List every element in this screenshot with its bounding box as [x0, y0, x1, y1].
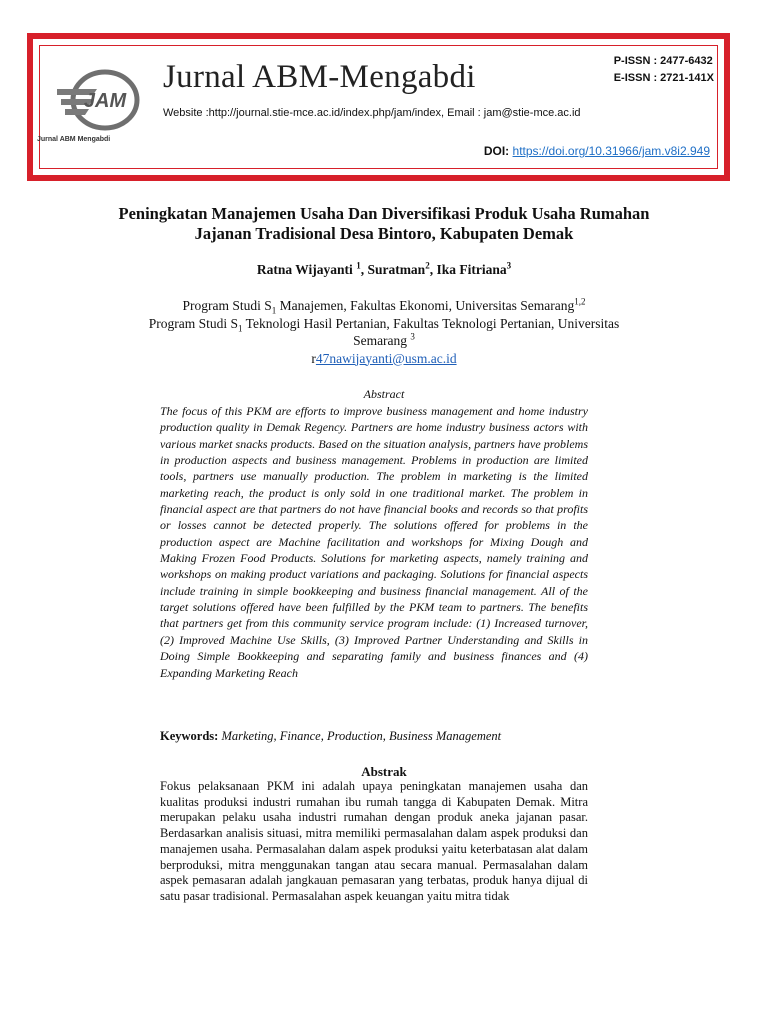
article-title — [60, 204, 708, 244]
author-1: Ratna Wijayanti — [256, 262, 353, 277]
title-line-2: Jajanan Tradisional Desa Bintoro, Kabupaten Demak — [194, 224, 574, 243]
keywords-text: Marketing, Finance, Production, Business Management — [221, 729, 502, 743]
abstract-id-heading: Abstrak — [361, 764, 407, 779]
issn-block — [614, 53, 714, 87]
journal-website-line: Website :http://journal.stie-mce.ac.id/index.php/jam/index, Email : jam@stie-mce.ac.id — [163, 107, 581, 119]
affiliation-2: Program Studi $S_1$ Teknologi Hasil Pertanian, Fakultas Teknologi Pertanian, Universitas — [148, 315, 620, 334]
affiliation-1: Program Studi $S_1$ Manajemen, Fakultas Ekonomi, Universitas Semarang$^{1,2}$ — [182, 296, 586, 316]
doi-line — [484, 144, 710, 158]
jam-logo-icon — [55, 67, 143, 137]
journal-title: Jurnal ABM-Mengabdi — [163, 59, 476, 95]
logo-text: JAM — [83, 90, 127, 112]
author-3-sup: 3 — [506, 260, 512, 271]
affiliation-2-cont: Semarang $^3$ — [353, 331, 415, 348]
author-3: Ika Fitriana — [436, 262, 507, 277]
author-1-sup: 1 — [356, 260, 361, 271]
doi-label: DOI: — [483, 144, 510, 158]
keywords-label: Keywords: — [160, 729, 219, 743]
abstract-id-body: Fokus pelaksanaan PKM ini adalah upaya peningkatan manajemen usaha dan kualitas produksi industri rumahan ibu rumah tangga di Kabupaten Demak. Mitra merupakan pelaku usaha industri rumahan dengan produk aneka jajanan pasar. Berdasarkan analisis situasi, mitra memiliki permasalahan dalam aspek produksi dan manajemen usaha. Permasalahan dalam aspek produksi yaitu keterbatasan alat dalam berproduksi, mitra menggunakan tangan atau secara manual. Permasalahan dalam aspek pemasaran adalah jangkauan pemasaran yang terbatas, produk hanya dijual di satu pasar tradisional. Permasalahan aspek keuangan yaitu mitra tidak — [160, 779, 588, 903]
p-issn: P-ISSN : 2477-6432 — [613, 55, 713, 67]
logo-caption: Jurnal ABM Mengabdi — [37, 136, 111, 143]
affiliations — [60, 297, 708, 367]
author-list: Ratna Wijayanti $^1$, Suratman$^2$, Ika Fitriana$^3$ — [256, 260, 512, 277]
author-2: Suratman — [367, 262, 426, 277]
journal-header-banner — [27, 33, 730, 181]
title-line-1: Peningkatan Manajemen Usaha Dan Diversifikasi Produk Usaha Rumahan — [118, 204, 650, 223]
abstract-en-heading: Abstract — [363, 387, 405, 401]
corresponding-email: r47nawijayanti@usm.ac.id — [311, 350, 457, 366]
keywords-line — [160, 729, 620, 744]
email-link[interactable]: 47nawijayanti@usm.ac.id — [315, 350, 457, 366]
doi-link[interactable]: https://doi.org/10.31966/jam.v8i2.949 — [512, 144, 710, 158]
abstract-en-body: The focus of this PKM are efforts to improve business management and home industry production quality in Demak Regency. Partners are home industry business actors with various market snacks products. Based on the situation analysis, partners have problems in production aspects and business management. Problems in production are limited tools, partners use manually production. The problem in marketing is the limited marketing reach, the product is only sold in one traditional market. The problem in financial aspect are that partners do not have financial books and records so that profits or losses cannot be detected properly. The solutions offered for problems in the production aspect are Machine facilitation and workshops for Mixing Dough and Making Frozen Food Products. Solutions for marketing aspects, namely training and workshops on making product variations and packaging. Solutions for financial aspects include training in simple bookkeeping and business financial management. All of the target solutions offered have been fulfilled by the PKM team to partners. The benefits that partners get from this community service program include: (1) Increased turnover, (2) Improved Machine Use Skills, (3) Improved Partner Understanding and Skills in Doing Simple Bookkeeping and separating family and business finances and (4) Expanding Marketing Reach — [160, 404, 588, 680]
e-issn: E-ISSN : 2721-141X — [613, 72, 714, 84]
author-2-sup: 2 — [425, 260, 430, 271]
